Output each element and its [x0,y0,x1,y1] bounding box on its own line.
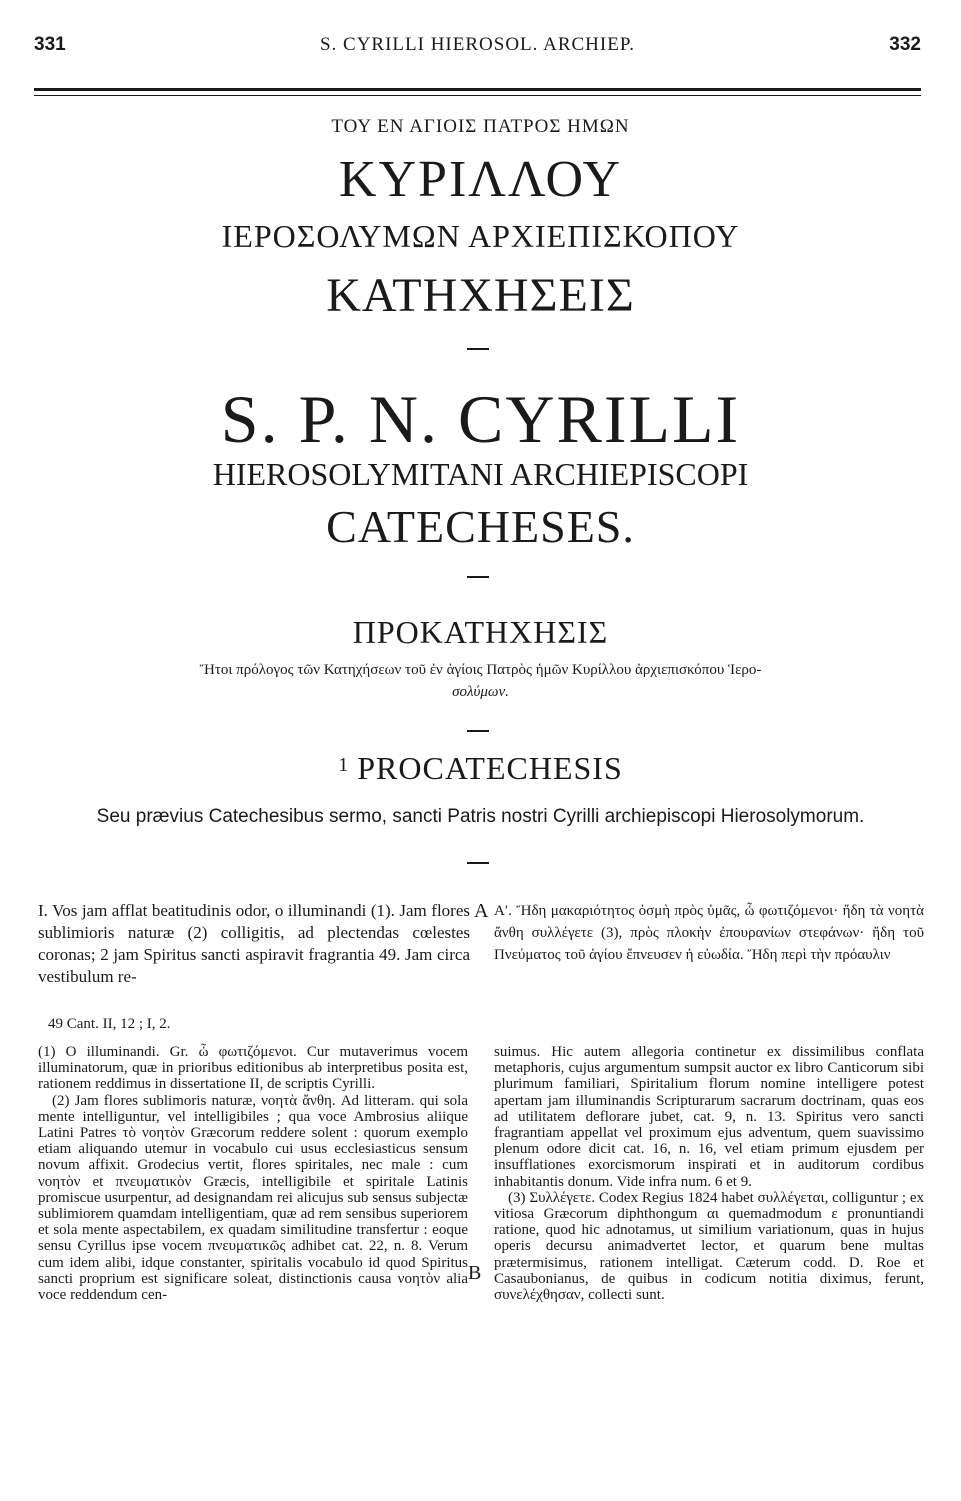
footnotes-left-column [38,1044,468,1303]
latin-main-text: I. Vos jam afflat beatitudinis odor, o illuminandi (1). Jam flores sublimioris naturæ (2) colligitis, ad plectendas cœlestes coronas; 2 jam Spiritus sancti aspiravit fragrantia 49. Jam circa vestibulum re- [38,901,470,986]
footnote-2: (2) Jam flores sublimoris naturæ, νοητὰ ἄνθη. Ad litteram. qui sola mente intelliguntur, vel intelligibiles ; qua voce Ambrosius aliique Latini Patres τὸ νοητὸν Græcorum reddere solent : quorum exemplo etiam aliquando utemur in vocabulo cui usus ecclesiasticus sensum novum affixit. Grodecius vertit, flores spiritales, nec male : cum νοητὸν et πνευματικὸν Græcis, intelligibile et spiritale Latinis promiscue usurpentur, ad designandam rei alicujus sub sensus subjectæ sublimiorem quamdam intelligentiam, quæ ad rem sensibus superiorem et sola mente aspectabilem, ex quadam similitudine transfertur : eoque sensu Cyrillus ipse vocem πνευματικῶς adhibet cat. 22, n. 8. Verum cum idem alibi, idque constanter, spiritalis vocabulo id quod Spiritus sancti proprium est significare soleat, distinctionis causa νοητὸν alia voce reddendum cen- [38,1092,468,1304]
greek-work-title: ΚΑΤΗΧΗΣΕΙΣ [326,269,635,322]
divider-dash-2 [467,576,489,578]
column-marker-b: B [468,1262,482,1284]
greek-section-subtitle: Ἤτοι πρόλογος τῶν Κατηχήσεων τοῦ ἐν ἁγίοις Πατρὸς ἡμῶν Κυρίλλου ἀρχιεπισκόπου Ἱερο- [199,662,762,678]
running-header [34,34,921,62]
column-marker-a: A [474,900,489,922]
latin-work-title: CATECHESES. [326,501,635,552]
left-page-number: 331 [34,34,66,55]
scripture-reference: 49 Cant. II, 12 ; I, 2. [48,1016,171,1032]
header-rule [34,88,921,91]
latin-section-subtitle: Seu prævius Catechesibus sermo, sancti Patris nostri Cyrilli archiepiscopi Hierosolymorum. [96,806,865,827]
greek-main-text: Αʹ. Ἤδη μακαριότητος ὀσμὴ πρὸς ὑμᾶς, ὦ φωτιζόμενοι· ἤδη τὰ νοητὰ ἄνθη συλλέγετε (3), πρὸς πλοκὴν ἐπουρανίων στεφάνων· ἤδη τοῦ Πνεύματος τοῦ ἁγίου ἔπνευσεν ἡ εὐωδία. Ἤδη περὶ τὴν πρόαυλιν [494,903,924,963]
footnote-3: (3) Συλλέγετε. Codex Regius 1824 habet συλλέγεται, colliguntur ; ex vitiosa Græcorum diphthongum αι quemadmodum ε pronuntiandi ratione, quod hic adnotamus, ut similium variationum, quas in hujus operis decursu animadvertet lector, et quarum bene multas prætermisimus, rationem intelligat. Cæterum codd. D. Roe et Casaubonianus, de quibus in codicum notitia diximus, ferunt, συνελέχθησαν, collecti sunt. [494,1189,924,1304]
latin-section-heading [0,750,961,787]
latin-title-line2: HIEROSOLYMITANI ARCHIEPISCOPI [212,456,749,492]
divider-dash-1 [467,348,489,350]
header-rule-thin [34,95,921,96]
footnote-1: (1) O illuminandi. Gr. ὦ φωτιζόμενοι. Cur mutaverimus vocem illuminatorum, quæ in prioribus editionibus ab interpretibus posita est, rationem reddimus in dissertatione II, de scriptis Cyrilli. [38,1044,468,1093]
running-title: S. CYRILLI HIEROSOL. ARCHIEP. [319,34,636,55]
latin-author-name: S. P. N. CYRILLI [220,381,741,457]
right-page-number: 332 [889,34,921,55]
greek-section-subtitle-cont: σολύμων. [452,684,509,700]
greek-title-line1: ΤΟΥ ΕΝ ΑΓΙΟΙΣ ΠΑΤΡΟΣ ΗΜΩΝ [331,116,630,137]
greek-author-name: ΚΥΡΙΛΛΟΥ [338,151,623,208]
divider-dash-3 [467,730,489,732]
latin-section-title: PROCATECHESIS [357,750,623,786]
section-number: 1 [338,754,350,776]
greek-section-heading: ΠΡΟΚΑΤΗΧΗΣΙΣ [352,614,609,650]
greek-title-line2: ΙΕΡΟΣΟΛΥΜΩΝ ΑΡΧΙΕΠΙΣΚΟΠΟΥ [221,218,740,254]
divider-dash-4 [467,862,489,864]
footnote-2-continued: suimus. Hic autem allegoria continetur ex dissimilibus conflata metaphoris, cujus argumentum sumpsit auctor ex libro Canticorum sibi plurimum familiari, Spiritalium florum nomine intelligere potest apertam jam illuminandis Scripturarum sacrarum doctrinam, quas eos ad utilitatem deflorare jubet, cat. 9, n. 13. Spiritus vero sancti fragrantiam appellat vel proximum ejus adventum, quem suavissimo plenum odore dicit cat. 16, n. 16, vel etiam primum ejusdem per insufflationes exorcismorum inspirati et in auditorum cordibus inhabitantis donum. Vide infra num. 6 et 9. [494,1044,924,1190]
footnotes-right-column [494,1044,924,1303]
